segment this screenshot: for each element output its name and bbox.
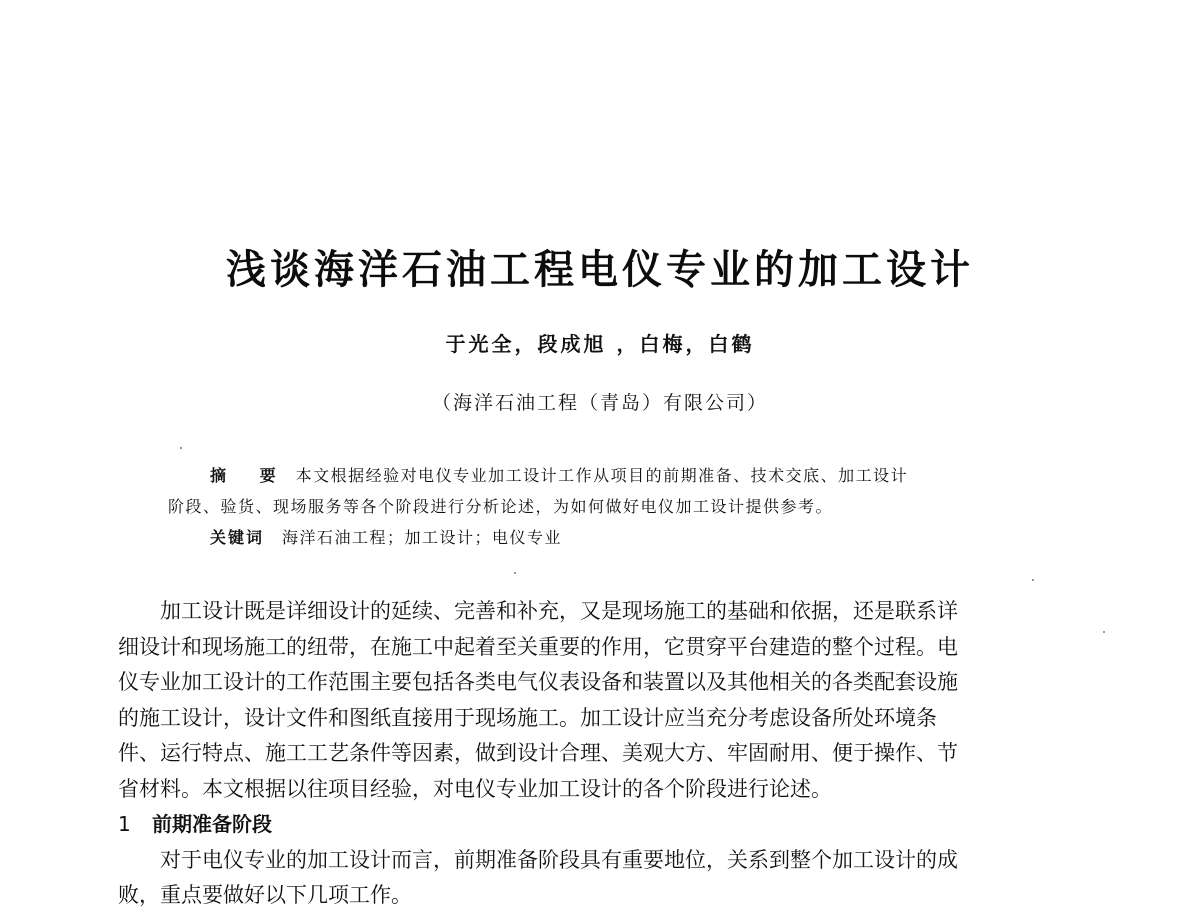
scan-speck xyxy=(1103,631,1105,633)
author-list: 于光全，段成旭 ，白梅，白鹤 xyxy=(445,332,755,356)
paper-title: 浅谈海洋石油工程电仪专业的加工设计 xyxy=(226,247,974,293)
keywords-text: 海洋石油工程；加工设计；电仪专业 xyxy=(282,528,563,547)
abstract-block xyxy=(168,460,1068,553)
intro-line-4: 的施工设计，设计文件和图纸直接用于现场施工。加工设计应当充分考虑设备所处环境条 xyxy=(118,705,937,730)
section-1-line-2: 败，重点要做好以下几项工作。 xyxy=(118,883,412,907)
abstract-text-1: 本文根据经验对电仪专业加工设计工作从项目的前期准备、技术交底、加工设计 xyxy=(295,466,909,485)
section-1-heading xyxy=(118,807,1098,843)
intro-line-3: 仪专业加工设计的工作范围主要包括各类电气仪表设备和装置以及其他相关的各类配套设施 xyxy=(118,670,958,694)
section-1-title: 前期准备阶段 xyxy=(152,812,272,836)
intro-line-6: 省材料。本文根据以往项目经验，对电仪专业加工设计的各个阶段进行论述。 xyxy=(118,776,832,801)
section-1-number: 1 xyxy=(118,812,131,836)
affiliation: （海洋石油工程（青岛）有限公司） xyxy=(431,392,768,414)
body-text xyxy=(118,594,1098,914)
abstract-line-2 xyxy=(168,491,1068,522)
section-1-line-1: 对于电仪专业的加工设计而言，前期准备阶段具有重要地位，关系到整个加工设计的成 xyxy=(160,847,958,872)
intro-line-1: 加工设计既是详细设计的延续、完善和补充，又是现场施工的基础和依据，还是联系详 xyxy=(160,599,958,623)
abstract-line-1 xyxy=(168,460,1068,491)
intro-line-2: 细设计和现场施工的纽带，在施工中起着至关重要的作用，它贯穿平台建造的整个过程。电 xyxy=(118,634,958,659)
keywords-label: 关键词 xyxy=(210,528,265,547)
keywords-line xyxy=(168,522,1068,553)
abstract-text-2: 阶段、验货、现场服务等各个阶段进行分析论述，为如何做好电仪加工设计提供参考。 xyxy=(168,497,834,516)
scan-speck xyxy=(180,447,182,449)
scan-speck xyxy=(1032,579,1034,581)
scan-speck xyxy=(514,572,516,574)
abstract-label: 摘 要 xyxy=(210,466,290,485)
intro-line-5: 件、运行特点、施工工艺条件等因素，做到设计合理、美观大方、牢固耐用、便于操作、节 xyxy=(118,741,958,765)
